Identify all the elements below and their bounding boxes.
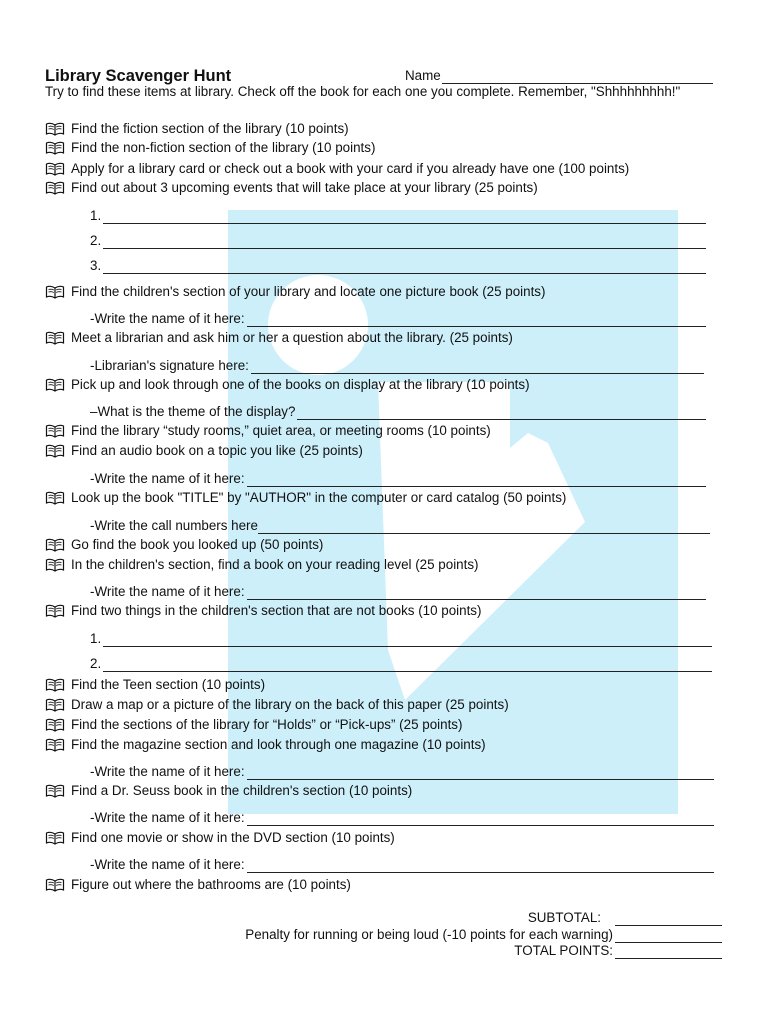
open-book-icon[interactable] (45, 181, 65, 195)
task-label: Find one movie or show in the DVD section (10 points) (71, 830, 395, 845)
task-item[interactable] (45, 697, 509, 713)
write-prompt: -Write the name of it here: (90, 810, 245, 825)
line-number: 1. (90, 631, 102, 646)
task-item[interactable] (45, 490, 566, 506)
open-book-icon[interactable] (45, 558, 65, 572)
task-label: Find the Teen section (10 points) (71, 677, 266, 692)
line-number: 3. (90, 258, 102, 273)
task-item[interactable] (45, 330, 513, 346)
task-label: Find the children's section of your library and locate one picture book (25 points) (71, 284, 546, 299)
write-prompt: -Write the call numbers here (90, 518, 258, 533)
task-label: Find the non-fiction section of the library (10 points) (71, 140, 376, 155)
answer-line[interactable] (103, 236, 706, 249)
write-prompt: -Write the name of it here: (90, 764, 245, 779)
task-item[interactable] (45, 557, 479, 573)
task-label: Go find the book you looked up (50 points) (71, 537, 324, 552)
penalty-field[interactable] (615, 930, 722, 943)
answer-line[interactable] (297, 407, 706, 420)
open-book-icon[interactable] (45, 718, 65, 732)
name-field[interactable] (442, 71, 713, 84)
task-label: Pick up and look through one of the books on display at the library (10 points) (71, 377, 530, 392)
task-label: Find the library “study rooms,” quiet area, or meeting rooms (10 points) (71, 423, 491, 438)
write-prompt: -Write the name of it here: (90, 471, 245, 486)
open-book-icon[interactable] (45, 162, 65, 176)
task-item[interactable] (45, 717, 462, 733)
write-prompt: -Write the name of it here: (90, 584, 245, 599)
open-book-icon[interactable] (45, 378, 65, 392)
write-prompt: -Write the name of it here: (90, 311, 245, 326)
open-book-icon[interactable] (45, 538, 65, 552)
task-label: Find an audio book on a topic you like (25 points) (71, 443, 363, 458)
task-item[interactable] (45, 180, 538, 196)
open-book-icon[interactable] (45, 698, 65, 712)
open-book-icon[interactable] (45, 831, 65, 845)
open-book-icon[interactable] (45, 122, 65, 136)
answer-line[interactable] (247, 474, 706, 487)
task-label: Look up the book "TITLE" by "AUTHOR" in the computer or card catalog (50 points) (71, 490, 567, 505)
total-points-label: TOTAL POINTS: (514, 943, 613, 958)
open-book-icon[interactable] (45, 285, 65, 299)
open-book-icon[interactable] (45, 491, 65, 505)
total-points-field[interactable] (615, 946, 722, 959)
answer-line[interactable] (258, 521, 710, 534)
task-label: Find a Dr. Seuss book in the children's section (10 points) (71, 783, 413, 798)
task-item[interactable] (45, 377, 530, 393)
answer-line[interactable] (247, 314, 706, 327)
task-item[interactable] (45, 284, 545, 300)
task-label: In the children's section, find a book on your reading level (25 points) (71, 557, 479, 572)
answer-line[interactable] (247, 767, 714, 780)
task-label: Find the sections of the library for “Holds” or “Pick-ups” (25 points) (71, 717, 463, 732)
open-book-icon[interactable] (45, 444, 65, 458)
answer-line[interactable] (103, 659, 712, 672)
task-label: Find the magazine section and look through one magazine (10 points) (71, 737, 486, 752)
task-item[interactable] (45, 830, 395, 846)
page-title: Library Scavenger Hunt (45, 67, 232, 85)
task-item[interactable] (45, 737, 486, 753)
answer-line[interactable] (247, 860, 714, 873)
open-book-icon[interactable] (45, 738, 65, 752)
task-item[interactable] (45, 603, 481, 619)
name-label: Name (405, 68, 441, 83)
answer-line[interactable] (247, 813, 714, 826)
task-label: Find out about 3 upcoming events that will take place at your library (25 points) (71, 180, 538, 195)
open-book-icon[interactable] (45, 331, 65, 345)
answer-line[interactable] (103, 634, 712, 647)
line-number: 2. (90, 233, 102, 248)
task-item[interactable] (45, 161, 629, 177)
task-item[interactable] (45, 877, 351, 893)
subtotal-label: SUBTOTAL: (527, 910, 601, 925)
open-book-icon[interactable] (45, 678, 65, 692)
task-item[interactable] (45, 443, 363, 459)
task-item[interactable] (45, 121, 349, 137)
task-label: Meet a librarian and ask him or her a question about the library. (25 points) (71, 330, 513, 345)
subtotal-field[interactable] (615, 913, 722, 926)
task-label: Find the fiction section of the library (10 points) (71, 121, 349, 136)
task-item[interactable] (45, 537, 323, 553)
answer-line[interactable] (247, 587, 706, 600)
task-label: Apply for a library card or check out a book with your card if you already have one (100 points) (71, 161, 630, 176)
task-item[interactable] (45, 423, 491, 439)
open-book-icon[interactable] (45, 878, 65, 892)
answer-line[interactable] (103, 211, 706, 224)
task-label: Draw a map or a picture of the library on the back of this paper (25 points) (71, 697, 509, 712)
task-item[interactable] (45, 783, 412, 799)
write-prompt: -Write the name of it here: (90, 857, 245, 872)
open-book-icon[interactable] (45, 141, 65, 155)
task-item[interactable] (45, 677, 265, 693)
task-label: Figure out where the bathrooms are (10 points) (71, 877, 351, 892)
write-prompt: -Librarian's signature here: (90, 358, 249, 373)
task-label: Find two things in the children's section that are not books (10 points) (71, 603, 482, 618)
write-prompt: –What is the theme of the display? (90, 404, 296, 419)
instructions: Try to find these items at library. Check off the book for each one you complete. Remember, "Shhhhhhhhh!" (45, 84, 681, 99)
line-number: 1. (90, 208, 102, 223)
open-book-icon[interactable] (45, 784, 65, 798)
penalty-label: Penalty for running or being loud (-10 points for each warning) (245, 927, 613, 942)
signature-line[interactable] (251, 361, 704, 374)
answer-line[interactable] (103, 261, 706, 274)
task-item[interactable] (45, 140, 375, 156)
line-number: 2. (90, 656, 102, 671)
open-book-icon[interactable] (45, 604, 65, 618)
open-book-icon[interactable] (45, 424, 65, 438)
